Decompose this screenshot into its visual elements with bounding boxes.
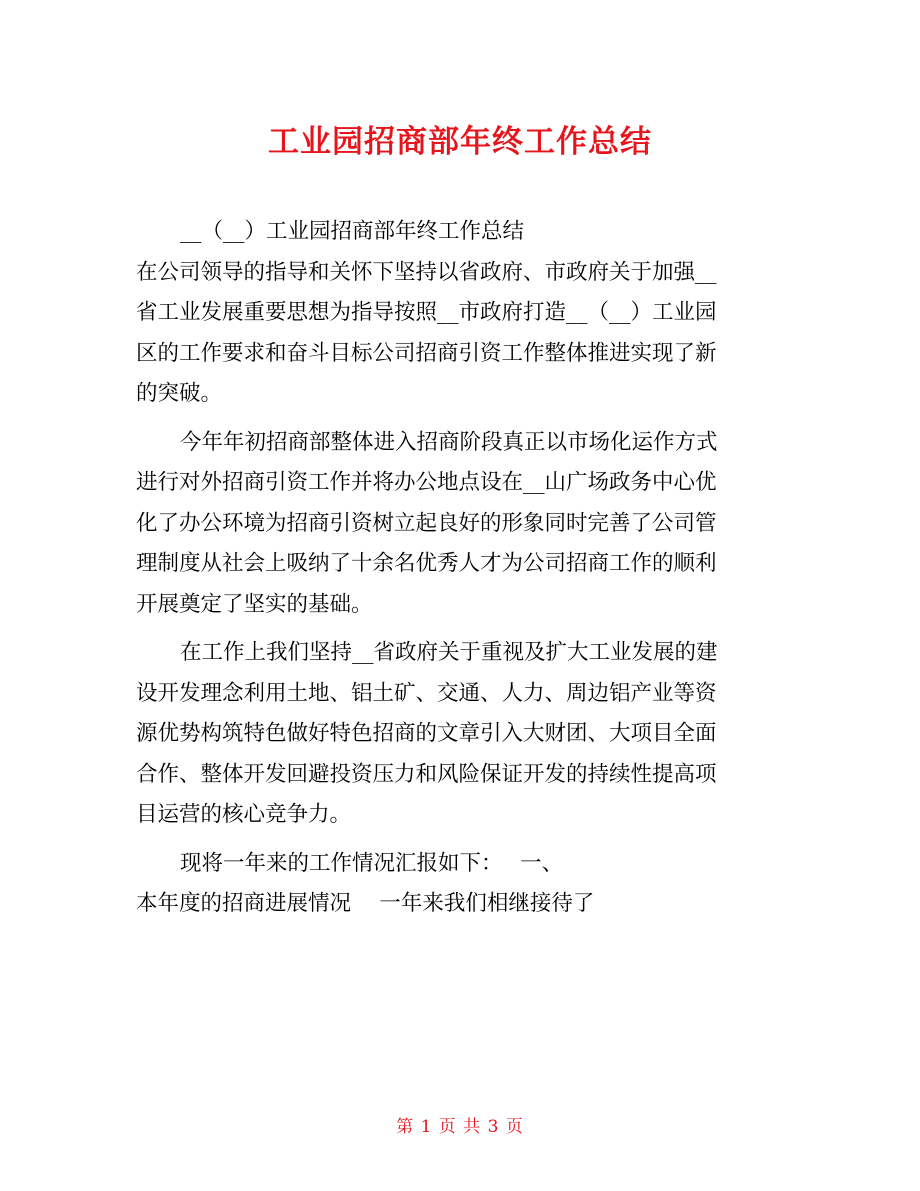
document-subtitle: __（__）工业园招商部年终工作总结 xyxy=(180,219,525,244)
text-line: 区的工作要求和奋斗目标公司招商引资工作整体推进实现了新 xyxy=(136,340,717,366)
text-line: 开展奠定了坚实的基础。 xyxy=(136,591,373,617)
text-line: 理制度从社会上吸纳了十余名优秀人才为公司招商工作的顺利 xyxy=(136,551,717,576)
paragraph-4 xyxy=(136,844,786,925)
text-line: 化了办公环境为招商引资树立起良好的形象同时完善了公司管 xyxy=(136,510,717,536)
text-line: 现将一年来的工作情况汇报如下： 一、 xyxy=(180,850,564,876)
text-line: 在工作上我们坚持__省政府关于重视及扩大工业发展的建 xyxy=(180,640,718,665)
document-body xyxy=(136,212,786,925)
paragraph-2 xyxy=(136,423,786,626)
paragraph-1 xyxy=(136,253,786,415)
text-line: 省工业发展重要思想为指导按照__市政府打造__（__）工业园 xyxy=(136,300,717,325)
text-line: 在公司领导的指导和关怀下坚持以省政府、市政府关于加强__ xyxy=(136,259,717,285)
text-line: 进行对外招商引资工作并将办公地点设在__山广场政务中心优 xyxy=(136,470,717,495)
text-line: 目运营的核心竞争力。 xyxy=(136,802,352,827)
text-line: 合作、整体开发回避投资压力和风险保证开发的持续性提高项 xyxy=(136,761,717,787)
page-number-footer: 第 1 页 共 3 页 xyxy=(396,1117,524,1137)
text-line: 的突破。 xyxy=(136,381,223,406)
text-line: 本年度的招商进展情况 一年来我们相继接待了 xyxy=(136,891,595,916)
paragraph-3 xyxy=(136,633,786,836)
text-line: 设开发理念利用土地、铝土矿、交通、人力、周边铝产业等资 xyxy=(136,680,717,706)
text-line: 源优势构筑特色做好特色招商的文章引入大财团、大项目全面 xyxy=(136,721,717,746)
document-title: 工业园招商部年终工作总结 xyxy=(268,124,652,160)
text-line: 今年年初招商部整体进入招商阶段真正以市场化运作方式 xyxy=(180,429,718,455)
